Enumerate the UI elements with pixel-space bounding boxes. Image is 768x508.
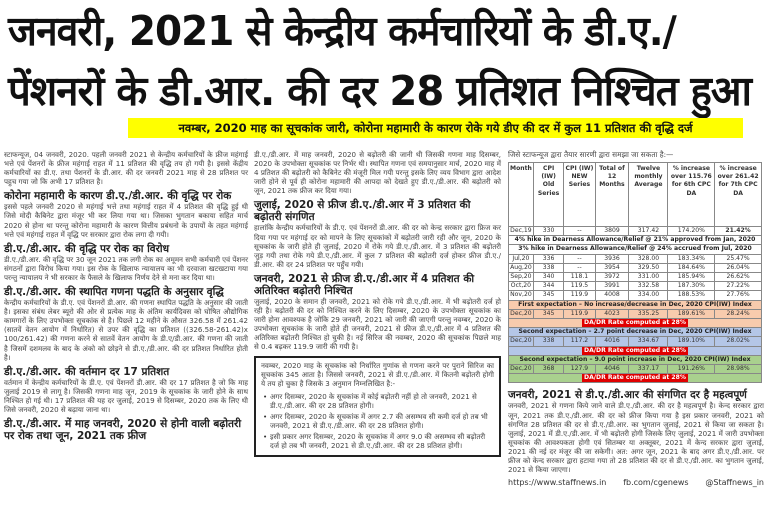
- computed-rate-label: DA/DR Rate computed at 28%: [584, 374, 686, 382]
- headline-line-1: जनवरी, 2021 से केन्द्रीय कर्मचारियों के डी.ए./: [8, 7, 676, 55]
- column-header: % increase over 115.76 for 6th CPC DA: [668, 163, 715, 227]
- section-heading: डी.ए./डी.आर. की वर्तमान दर 17 प्रतिशत: [4, 365, 170, 378]
- section-heading: डी.ए./डी.आर. की स्थापित गणना पद्धति के अनुसार वृद्धि: [4, 286, 224, 299]
- table-cell: 184.64%: [668, 263, 715, 272]
- table-header-row: [509, 163, 762, 227]
- middle-column: [254, 150, 501, 457]
- note-row: [509, 355, 762, 364]
- expectations-box: [254, 356, 501, 458]
- table-cell: 3991: [595, 282, 629, 291]
- table-cell: 329.50: [629, 263, 668, 272]
- column-header: CPI (IW) Old Series: [533, 163, 564, 227]
- column-header: CPI (IW) NEW Series: [564, 163, 595, 227]
- table-cell: 331.00: [629, 273, 668, 282]
- note-cell: 4% hike in Dearness Allowance/Relief @ 21% approved from Jan, 2020: [509, 236, 762, 245]
- table-cell: --: [564, 227, 595, 236]
- table-cell: --: [564, 263, 595, 272]
- table-cell: 27.76%: [715, 291, 762, 300]
- table-cell: 3809: [595, 227, 629, 236]
- table-cell: 21.42%: [715, 227, 762, 236]
- table-cell: 368: [533, 365, 564, 374]
- table-cell: 336: [533, 254, 564, 263]
- list-item: • अगर दिसम्बर, 2020 के सूचकांक में कोई बढ़ोतरी नहीं हो तो जनवरी, 2021 से डी.ए./डी.आर. की दर 28 प्रतिशत होगी।: [261, 392, 494, 410]
- section-heading: जनवरी, 2021 से डी.ए./डी.आर की संगणित दर है महत्वपूर्ण: [508, 389, 747, 402]
- table-cell: 118.1: [564, 273, 595, 282]
- section-heading: डी.ए./डी.आर. में माह जनवरी, 2020 से होनी वाली बढ़ोतरी पर रोक तथा जून, 2021 तक फ्रीज: [4, 418, 242, 443]
- table-cell: 317.42: [629, 227, 668, 236]
- table-cell: 4016: [595, 337, 629, 346]
- rate-row: [509, 374, 762, 383]
- table-cell: 28.98%: [715, 365, 762, 374]
- note-row: [509, 328, 762, 337]
- table-cell: 119.5: [564, 282, 595, 291]
- section-paragraph: डी.ए./डी.आर. की वृद्धि पर 30 जून 2021 तक लगी रोक का अमूमन सभी कर्मचारी एवं पेंशनर संगठनों द्वारा विरोध किया गया। इस रोक के खिलाफ न्यायालय का भी दरवाजा खटखटाया गया परन्तु न्यायालय ने भी सरकार के फैसले के खिलाफ निर्णय देने से मना कर दिया था।: [4, 254, 248, 282]
- table-cell: Nov,20: [510, 291, 532, 299]
- table-cell: 119.9: [564, 291, 595, 300]
- table-cell: 189.61%: [668, 309, 715, 318]
- table-cell: 117.2: [564, 337, 595, 346]
- rate-cell: [509, 374, 762, 383]
- rate-row: [509, 346, 762, 355]
- table-cell: 25.47%: [715, 254, 762, 263]
- note-cell: 3% hike in Dearness Allowance/Relief @ 24% accrued from Jul, 2020: [509, 245, 762, 254]
- table-row: [509, 291, 762, 300]
- table-cell: 338: [533, 337, 564, 346]
- note-cell: Second expectation – 9.0 point increase in Dec, 2020 CPI(IW) Index: [509, 355, 762, 364]
- note-row: [509, 245, 762, 254]
- table-cell: 337.17: [629, 365, 668, 374]
- list-item: • इसी प्रकार अगर दिसम्बर, 2020 के सूचकांक में अगर 9.0 की असम्भव सी बढ़ोतरी दर्ज हो तब भी जनवरी, 2021 से डी.ए./डी.आर. की दर 28 प्रतिशत होगी।: [261, 432, 494, 450]
- table-cell: --: [564, 254, 595, 263]
- table-intro: जिसे स्टाफन्यूज द्वारा तैयार सारणी द्वारा समझा जा सकता है:—: [508, 150, 674, 159]
- table-cell: 3972: [595, 273, 629, 282]
- table-cell: 189.10%: [668, 337, 715, 346]
- list-item: • अगर दिसम्बर, 2020 के सूचकांक में अगर 2.7 की असम्भव सी कमी दर्ज हो तब भी जनवरी, 2021 से डी.ए./डी.आर. की दर 28 प्रतिशत होगी।: [261, 412, 494, 430]
- table-row: [509, 254, 762, 263]
- table-cell: 26.04%: [715, 263, 762, 272]
- table-row: [509, 282, 762, 291]
- column-header: Total of 12 Months: [595, 163, 629, 227]
- table-cell: 26.62%: [715, 273, 762, 282]
- note-cell: First expectation – No increase/decrease in Dec, 2020 CPI(IW) Index: [509, 300, 762, 309]
- table-row: [509, 337, 762, 346]
- table-cell: 345: [533, 291, 564, 300]
- table-cell: 4046: [595, 365, 629, 374]
- table-cell: 4023: [595, 309, 629, 318]
- table-cell: 183.34%: [668, 254, 715, 263]
- table-cell: Dec,20: [510, 337, 532, 345]
- table-cell: Aug,20: [510, 263, 532, 271]
- table-cell: 334.67: [629, 337, 668, 346]
- table-cell: 344: [533, 282, 564, 291]
- rate-cell: [509, 346, 762, 355]
- table-cell: 330: [533, 227, 564, 236]
- table-cell: 332.58: [629, 282, 668, 291]
- computed-rate-label: DA/DR Rate computed at 28%: [584, 346, 686, 354]
- table-cell: 119.9: [564, 309, 595, 318]
- section-paragraph: केन्द्रीय कर्मचारियों के डी.ए. एवं पेंशनरों डी.आर. की गणना स्थापित पद्धति के अनुसार की जाती है। इसका संबंध लेबर ब्यूरो की ओर से प्रत्येक माह के अंतिम कार्यदिवस को घोषित औद्योगिक कामगारों के लिए उपभोक्ता सूचकांक से है। पिछले 12 महीने के औसत 326.58 में 261.42 (सातवें वेतन आयोग में निर्धारित) से उपर की वृद्धि का प्रतिशत ((326.58-261.42)x 100/261.42) की गणना करने से सातवें वेतन आयोग के डी.ए/डी.आर. की गणना की जाती है जिसमें दशमलव के बाद के अंको को छोड़ने से डी.ए./डी.आर. की दर प्रतिशत निर्धारित होती है।: [4, 298, 248, 362]
- table-cell: 127.9: [564, 365, 595, 374]
- table-row: [509, 309, 762, 318]
- table-cell: 338: [533, 263, 564, 272]
- table-cell: 328.00: [629, 254, 668, 263]
- table-cell: 28.24%: [715, 309, 762, 318]
- section-paragraph: डी.ए./डी.आर. में माह जनवरी, 2020 से बढ़ोतरी की जानी थी जिसकी गणना माह दिसम्बर, 2020 के उपभोक्ता सूचकांक पर निर्भर थी। स्थापित गणना एवं समयानुसार मार्च, 2020 माह में 4 प्रतिशत की बढ़ोतरी को कैबिनेट की मंजूरी मिल गयी परन्तु इसके लिए व्यय विभाग द्वारा आदेश जारी होने से पूर्व ही कोरोना महामारी की आपदा को देखते हुए डी.ए./डी.आर. की बढ़ोतरी को जून, 2021 तक फ्रीज कर दिया गया।: [254, 150, 501, 196]
- table-cell: 3954: [595, 263, 629, 272]
- section-heading: कोरोना महामारी के कारण डी.ए./डी.आर. की वृद्धि पर रोक: [4, 190, 232, 203]
- note-row: [509, 300, 762, 309]
- column-header: % increase over 261.42 for 7th CPC DA: [715, 163, 762, 227]
- expectations-list: [261, 392, 494, 451]
- table-cell: 185.94%: [668, 273, 715, 282]
- headline-line-2: पेंशनरों के डी.आर. की दर 28 प्रतिशत निश्चित हुआ: [8, 67, 751, 115]
- section-paragraph: इससे पहले जनवरी 2020 से महंगाई भत्ते तथा महंगाई राहत में 4 प्रतिशत की वृद्धि हुई थी जिसे मोदी कैबिनेट द्वारा मंजूर भी कर लिया गया था। जिसका भुगतान बकाया सहित मार्च 2020 से होना था परन्तु कोरोना महामारी के कारण वित्तीय प्रबंधनो के उपायों के तहत महंगाई भत्ते एवं महंगाई राहत में वृद्धि पर सरकार द्वारा रोक लगा दी गयी।: [4, 202, 248, 239]
- computed-rate-label: DA/DR Rate computed at 28%: [584, 319, 686, 327]
- table-cell: 345: [533, 309, 564, 318]
- intro-paragraph: स्टाफन्यूज, 04 जनवरी, 2020. पहली जनवरी 2021 से केन्द्रीय कर्मचारियों के फ्रीज महंगाई भत्ते एवं पेंशनरों के फ्रीज महंगाई राहत में 11 प्रतिशत की वृद्धि तय हो गयी है। इससे केंद्रीय कर्मचारियों का डी.ए. तथा पेंशनरों के डी.आर. की दर जनवरी 2021 माह से 28 प्रतिशत पर पहुच गया जो कि अभी 17 प्रतिशत है।: [4, 150, 248, 187]
- subheadline-banner: नवम्बर, 2020 माह का सूचकांक जारी, कोरोना महामारी के कारण रोके गये डीए की दर में कुल 11 प्रतिशत की वृद्धि दर्ज: [128, 118, 743, 138]
- twitter-link[interactable]: @Staffnews_in: [705, 478, 764, 488]
- table-cell: 188.53%: [668, 291, 715, 300]
- table-row: [509, 365, 762, 374]
- social-links: [508, 478, 764, 487]
- table-row: [509, 263, 762, 272]
- section-paragraph: हालांकि केन्द्रीय कर्मचारियों के डी.ए. एवं पेंशनरों डी.आर. की दर को केन्द्र सरकार द्वारा फ्रिज कर दिया गया पर महंगाई दर को मापने के लिए सूचकांको में बढ़ोतरी जारी रही और जून, 2020 के सूचकांक के जारी होते ही जुलाई, 2020 में रोके गये डी.ए./डी.आर. में 3 प्रतिशत की बढ़ोतरी जुड़ गयी तथा रोके गये डी.ए./डी.आर. में कुल 7 प्रतिशत की बढ़ोतरी दर्ज होकर फ्रीज डी.ए./डी.आर. की दर 24 प्रतिशत पर पहुँच गयी।: [254, 223, 501, 269]
- table-cell: 187.30%: [668, 282, 715, 291]
- box-intro: नवम्बर, 2020 माह के सूचकांक को निर्धारित गुणांक से गणना करने पर पुराने सिरिज का सूचकांक 345 आता है। जिससे जनवरी, 2021 से डी.ए./डी.आर. में कितनी बढ़ोतरी होगी ये तय हो चुका है जिसके 3 अनुमान निम्नलिखित है:-: [261, 360, 494, 388]
- section-paragraph: जनवरी, 2021 से गणना किये जाने वाले डी.ए./डी.आर. की दर है महत्वपूर्ण है। केन्द सरकार द्वारा जून, 2021 तक डी.ए./डी.आर. की दर को फ्रीज किया गया है इस प्रकार जनवरी, 2021 को संगणित 28 प्रतिशत की दर से डी.ए./डी.आर. का भुगतान जुलाई, 2021 से किया जा सकता है। जुलाई, 2021 में डी.ए./डी.आर. में भी बढ़ोतरी होगी जिसके लिए जुलाई, 2021 में जारी उपभोक्ता सूचकांक की आवश्यकता होगी एवं सितम्बर या अक्तूबर, 2021 में केन्द सरकार द्वारा जुलाई, 2021 की नई दर मंजूर की जा सकेगी। अत: अगर जून, 2021 के बाद अगर डी.ए./डी.आर. पर फ्रीज को केन्द सरकार द्वारा हटाया गया तो 28 प्रतिशत की दर से डी.ए./डी.आर. का भुगतान जुलाई, 2021 से किया जाएगा।: [508, 401, 764, 475]
- table-cell: 174.20%: [668, 227, 715, 236]
- right-column: [508, 150, 764, 487]
- rate-row: [509, 319, 762, 328]
- note-cell: Second expectation – 2.7 point decrease in Dec, 2020 CPI(IW) Index: [509, 328, 762, 337]
- section-paragraph: वर्तमान में केन्द्रीय कर्मचारियों के डी.ए. एवं पेंशनरों डी.आर. की दर 17 प्रतिशत है जो कि माह जुलाई 2019 से लागू है। जिसकी गणना माह जून, 2019 के सूचकांक के जारी होने के साथ निश्चित हो गई थी। 17 प्रतिशत की यह दर जुलाई, 2019 से दिसम्बर, 2020 तक के लिए थी जिसे जनवरी, 2020 से बढ़ाया जाना था।: [4, 377, 248, 414]
- website-link[interactable]: https://www.staffnews.in: [508, 478, 607, 488]
- table-cell: 191.26%: [668, 365, 715, 374]
- section-heading: डी.ए./डी.आर. की वृद्धि पर रोक का विरोध: [4, 242, 170, 255]
- section-heading: जुलाई, 2020 से फ्रीज डी.ए./डी.आर में 3 प्रतिशत की बढ़ोतरी संगणित: [254, 199, 471, 224]
- table-cell: Dec,20: [510, 309, 532, 317]
- column-header: Month: [509, 163, 534, 227]
- da-calculation-table: [508, 162, 762, 383]
- table-cell: 3936: [595, 254, 629, 263]
- facebook-link[interactable]: fb.com/cgenews: [623, 478, 689, 488]
- table-cell: Sep,20: [510, 273, 532, 281]
- rate-cell: [509, 319, 762, 328]
- section-paragraph: जुलाई, 2020 के समान ही जनवरी, 2021 को रोके गये डी.ए./डी.आर. में भी बढ़ोतरी दर्ज हो रही है। बढ़ोतरी की दर को निश्चित करने के लिए दिसम्बर, 2020 के उपभोक्ता सूचकांक का जारी होना आवश्यक है जोकि 29 जनवरी, 2021 को जारी की जाएगी परन्तु नवम्बर, 2020 के उपभोक्ता सूचकांक के जारी होते ही जनवरी, 2021 से फ्रीज डी.ए./डी.आर में 4 प्रतिशत की अतिरिक्त बढ़ोतरी निश्चित हो चुकी है। नई सिरिज की नवम्बर, 2020 की सूचकांक पिछले माह से 0.4 बढ़कर 119.9 जारी की गयी है।: [254, 296, 501, 352]
- table-cell: 4008: [595, 291, 629, 300]
- table-cell: 334.00: [629, 291, 668, 300]
- table-cell: 340: [533, 273, 564, 282]
- table-cell: Dec,20: [510, 365, 532, 373]
- table-row: [509, 273, 762, 282]
- table-row: [509, 227, 762, 236]
- table-cell: 28.02%: [715, 337, 762, 346]
- left-column: [4, 150, 248, 442]
- section-heading: जनवरी, 2021 से फ्रीज डी.ए./डी.आर में 4 प्रतिशत की अतिरिक्त बढ़ोतरी निश्चित: [254, 272, 475, 297]
- note-row: [509, 236, 762, 245]
- table-cell: Oct,20: [509, 282, 534, 291]
- table-cell: 335.25: [629, 309, 668, 318]
- table-cell: Jul,20: [509, 254, 534, 263]
- table-cell: 27.22%: [715, 282, 762, 291]
- column-header: Twelve monthly Average: [629, 163, 668, 227]
- table-cell: Dec,19: [510, 227, 532, 234]
